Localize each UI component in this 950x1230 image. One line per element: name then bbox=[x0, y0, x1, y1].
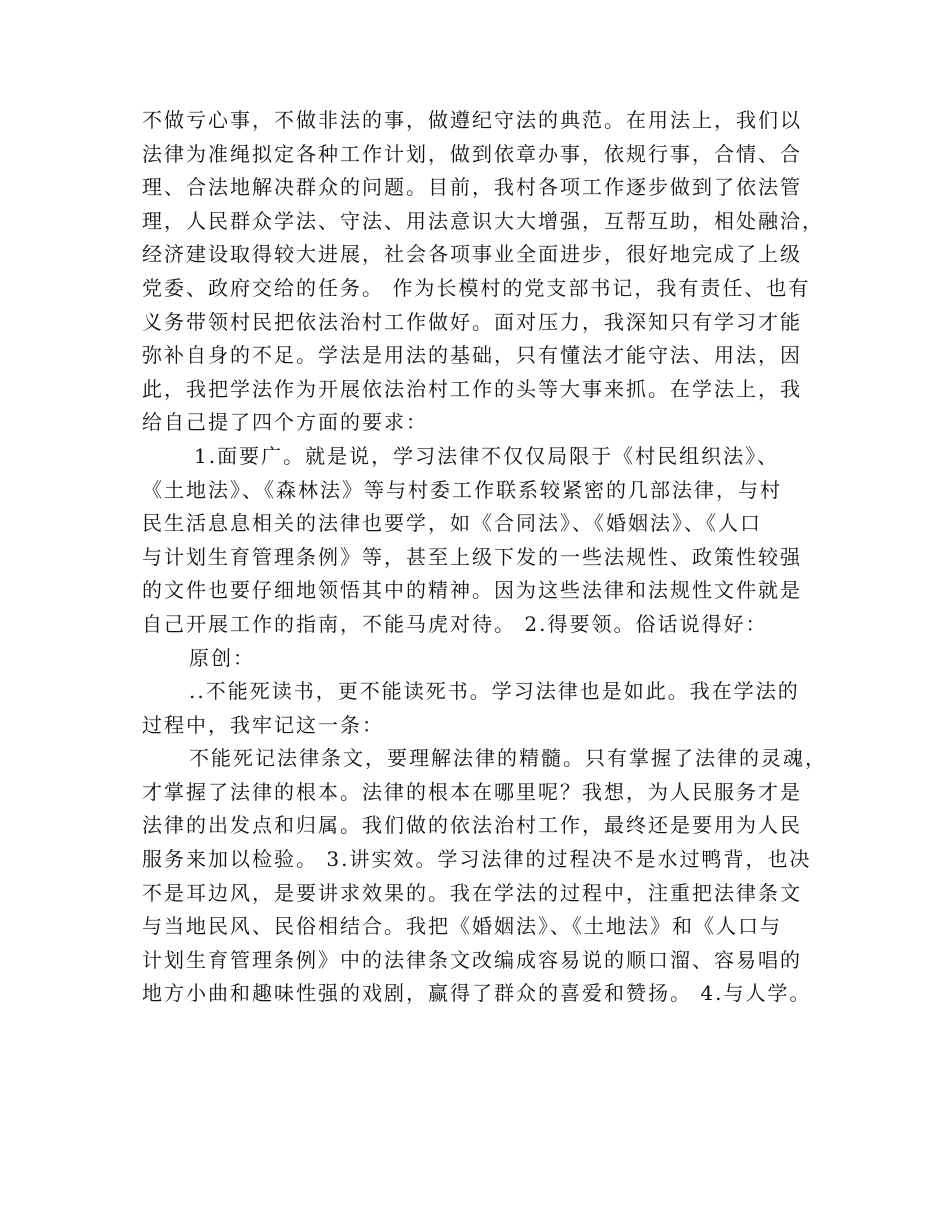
list-item-line: 1.面要广。就是说，学习法律不仅仅局限于《村民组织法》、 bbox=[194, 443, 780, 468]
text-line: 《土地法》、《森林法》等与村委工作联系较紧密的几部法律，与村 bbox=[142, 477, 782, 502]
text-line: 党委、政府交给的任务。 作为长模村的党支部书记，我有责任、也有 bbox=[142, 275, 811, 300]
text-line: 不做亏心事，不做非法的事，做遵纪守法的典范。在用法上，我们以 bbox=[142, 108, 802, 132]
text-line: 地方小曲和趣味性强的戏剧，赢得了群众的喜爱和赞扬。 4.与人学。 bbox=[142, 981, 812, 1006]
text-line: 弥补自身的不足。学法是用法的基础，只有懂法才能守法、用法，因 bbox=[142, 343, 802, 368]
text-line: 的文件也要仔细地领悟其中的精神。因为这些法律和法规性文件就是 bbox=[142, 578, 802, 603]
text-line: 计划生育管理条例》中的法律条文改编成容易说的顺口溜、容易唱的 bbox=[142, 947, 802, 972]
text-line: 义务带领村民把依法治村工作做好。面对压力，我深知只有学习才能 bbox=[142, 309, 802, 334]
text-line: 此，我把学法作为开展依法治村工作的头等大事来抓。在学法上，我 bbox=[142, 376, 802, 401]
text-line: 理、合法地解决群众的问题。目前，我村各项工作逐步做到了依法管 bbox=[142, 175, 802, 200]
document-body bbox=[142, 104, 827, 1011]
text-line: 与计划生育管理条例》等，甚至上级下发的一些法规性、政策性较强 bbox=[142, 544, 802, 569]
text-line: 不是耳边风，是要讲求效果的。我在学法的过程中，注重把法律条文 bbox=[142, 880, 802, 905]
paragraph-start-line: ..不能死读书，更不能读死书。学习法律也是如此。我在学法的 bbox=[189, 679, 800, 704]
text-line: 法律为准绳拟定各种工作计划，做到依章办事，依规行事，合情、合 bbox=[142, 141, 802, 166]
text-line: 与当地民风、民俗相结合。我把《婚姻法》、《土地法》和《人口与 bbox=[142, 914, 782, 939]
text-line: 过程中，我牢记这一条： bbox=[142, 712, 384, 737]
text-line: 给自己提了四个方面的要求： bbox=[142, 410, 428, 435]
text-line: 民生活息息相关的法律也要学，如《合同法》、《婚姻法》、《人口 bbox=[142, 511, 762, 536]
text-line: 服务来加以检验。 3.讲实效。学习法律的过程决不是水过鸭背，也决 bbox=[142, 847, 812, 872]
paragraph-start-line: 原创： bbox=[189, 645, 255, 670]
text-line: 才掌握了法律的根本。法律的根本在哪里呢？我想，为人民服务才是 bbox=[142, 779, 802, 804]
paragraph-start-line: 不能死记法律条文，要理解法律的精髓。只有掌握了法律的灵魂， bbox=[189, 746, 827, 771]
text-line: 经济建设取得较大进展，社会各项事业全面进步，很好地完成了上级 bbox=[142, 242, 802, 267]
text-line: 法律的出发点和归属。我们做的依法治村工作，最终还是要用为人民 bbox=[142, 813, 802, 838]
text-line: 自己开展工作的指南，不能马虎对待。 2.得要领。俗话说得好： bbox=[142, 611, 768, 636]
text-line: 理，人民群众学法、守法、用法意识大大增强，互帮互助，相处融洽， bbox=[142, 208, 824, 233]
